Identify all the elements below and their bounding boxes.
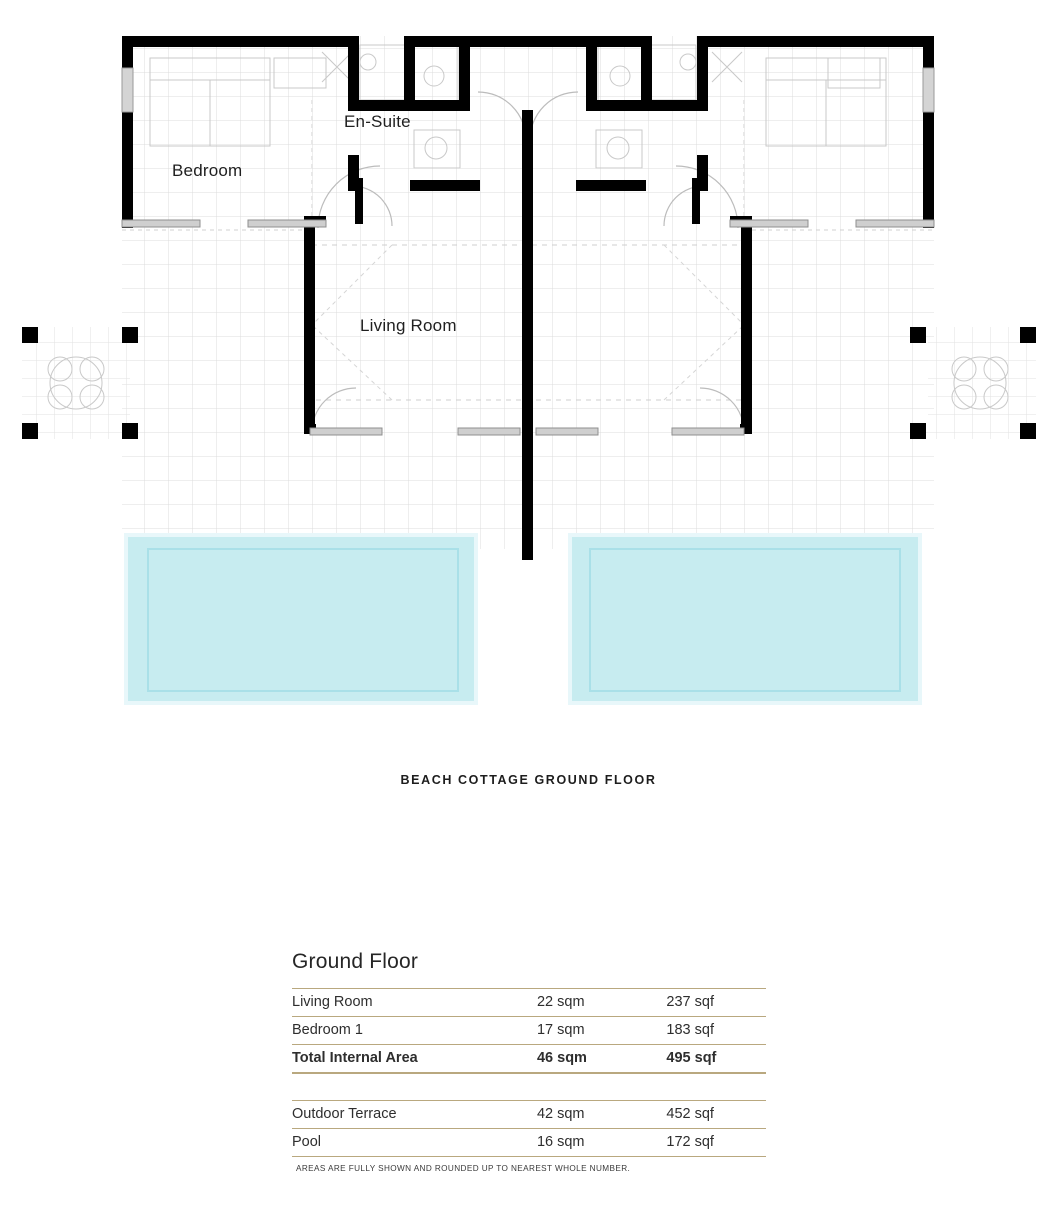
row-name: Living Room (292, 989, 537, 1017)
pool-right (570, 535, 920, 703)
row-sqm: 42 sqm (537, 1101, 666, 1129)
area-schedule (292, 950, 772, 1173)
row-name: Bedroom 1 (292, 1017, 537, 1045)
row-name: Total Internal Area (292, 1045, 537, 1074)
row-sqm: 17 sqm (537, 1017, 666, 1045)
plan-caption: BEACH COTTAGE GROUND FLOOR (400, 773, 657, 787)
plan-label-living-room: Living Room (360, 316, 457, 335)
table-row (292, 1017, 766, 1045)
row-sqf: 172 sqf (666, 1129, 766, 1157)
row-sqf: 183 sqf (666, 1017, 766, 1045)
row-name: Outdoor Terrace (292, 1101, 537, 1129)
schedule-note: AREAS ARE FULLY SHOWN AND ROUNDED UP TO NEAREST WHOLE NUMBER. (296, 1164, 631, 1173)
plan-label-bedroom: Bedroom (172, 161, 243, 180)
row-sqf: 237 sqf (666, 989, 766, 1017)
row-sqm: 16 sqm (537, 1129, 666, 1157)
table-row (292, 1101, 766, 1129)
row-sqm: 22 sqm (537, 989, 666, 1017)
table-row (292, 1129, 766, 1157)
row-name: Pool (292, 1129, 537, 1157)
external-area-table (292, 1100, 766, 1157)
row-sqf: 495 sqf (666, 1045, 766, 1074)
schedule-title: Ground Floor (292, 950, 419, 973)
table-row (292, 989, 766, 1017)
table-spacer (292, 1074, 772, 1100)
pool-left (126, 535, 476, 703)
row-sqf: 452 sqf (666, 1101, 766, 1129)
row-sqm: 46 sqm (537, 1045, 666, 1074)
internal-area-table (292, 988, 766, 1074)
plan-label-ensuite: En-Suite (344, 112, 411, 131)
table-row-total (292, 1045, 766, 1074)
